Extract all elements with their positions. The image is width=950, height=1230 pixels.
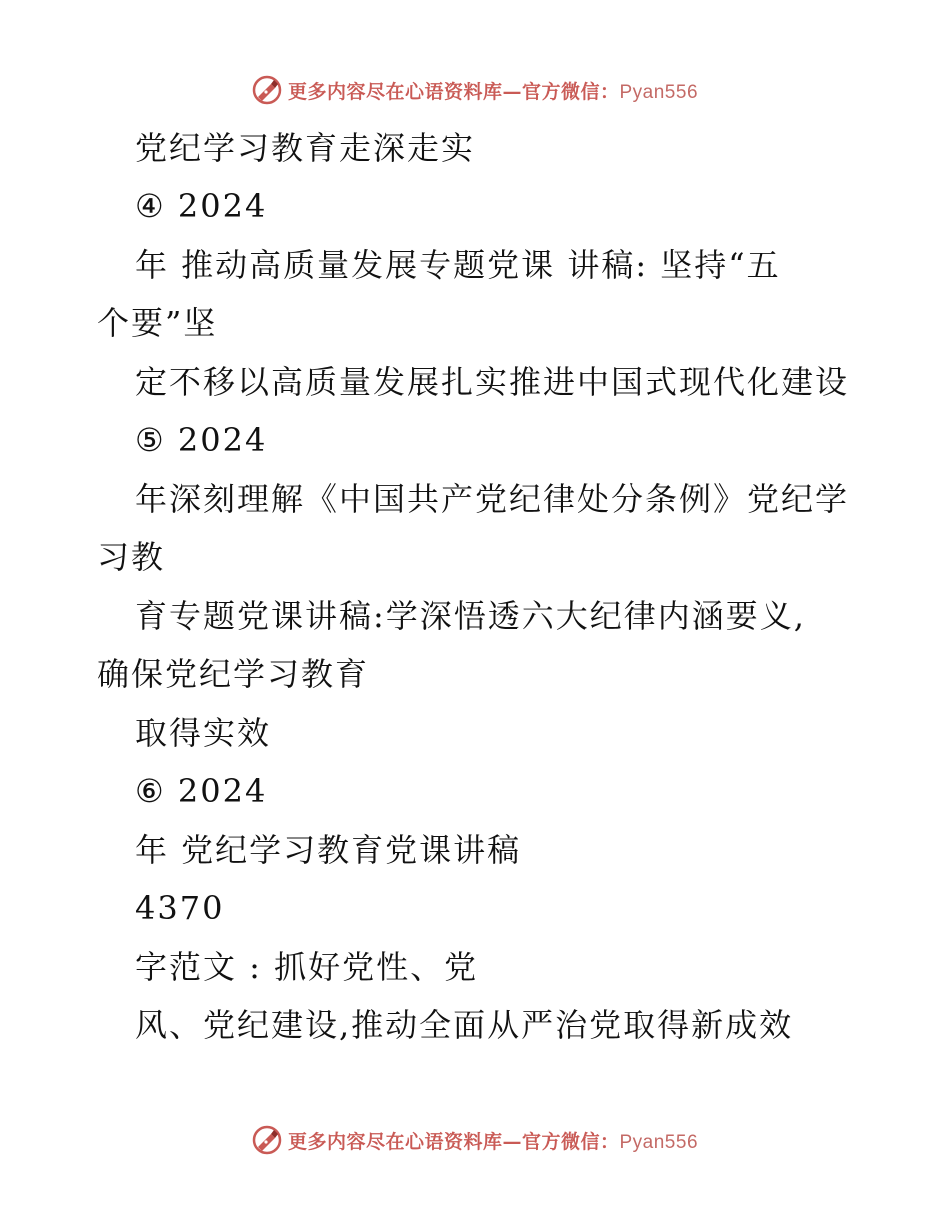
doc-line: 党纪学习教育走深走实 [135,129,476,167]
wechat-account: Pyan556 [619,81,699,103]
doc-line: ⑥ 2024 [135,772,268,810]
doc-line: 习教 [97,538,166,576]
doc-line: 个要”坚 [97,304,218,342]
doc-line: 确保党纪学习教育 [97,655,370,693]
watermark-text: 更多内容尽在心语资料库—官方微信：Pyan556 [287,1130,699,1153]
doc-line: ⑤ 2024 [135,421,268,459]
wechat-account: Pyan556 [619,1131,699,1153]
doc-line: 育专题党课讲稿:学深悟透六大纪律内涵要义, [135,597,806,635]
doc-line: 定不移以高质量发展扎实推进中国式现代化建设 [135,363,850,401]
doc-line: 年深刻理解《中国共产党纪律处分条例》党纪学 [135,480,850,518]
doc-line: 取得实效 [135,714,272,752]
footer-watermark [0,1120,950,1160]
doc-line: 年 推动高质量发展专题党课 讲稿: 坚持“五 [135,246,781,284]
doc-line: 年 党纪学习教育党课讲稿 [135,831,522,869]
doc-line: 4370 [135,889,225,927]
doc-line: ④ 2024 [135,187,268,225]
doc-line: 字范文 : 抓好党性、党 [135,948,479,986]
pen-nib-logo-icon [252,1125,282,1155]
watermark-text: 更多内容尽在心语资料库—官方微信：Pyan556 [287,80,699,103]
pen-nib-logo-icon [252,75,282,105]
doc-line: 风、党纪建设,推动全面从严治党取得新成效 [135,1006,794,1044]
header-watermark [0,70,950,110]
